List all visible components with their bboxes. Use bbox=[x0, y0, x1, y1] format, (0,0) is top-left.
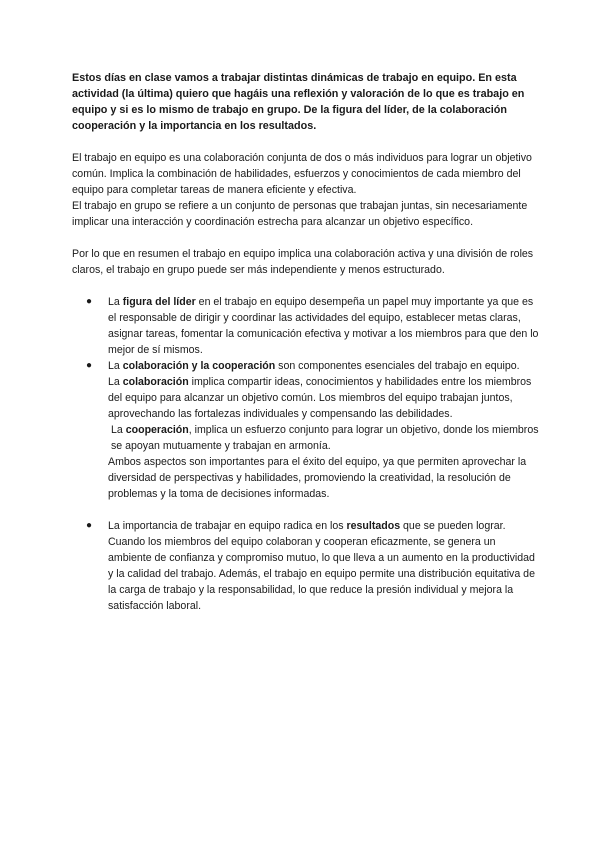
cooperation-detail bbox=[108, 422, 542, 454]
collab-intro-pre: La bbox=[108, 360, 123, 372]
summary-paragraph: Por lo que en resumen el trabajo en equipo implica una colaboración activa y una división de roles claros, el trabajo en grupo puede ser más independiente y menos estructurado. bbox=[72, 248, 534, 276]
results-text-pre: La importancia de trabajar en equipo radica en los bbox=[108, 520, 347, 532]
assignment-prompt: Estos días en clase vamos a trabajar distintas dinámicas de trabajo en equipo. En esta actividad (la última) quiero que hagáis una reflexión y valoración de lo que es trabajo en equipo y si es lo mismo de trabajo en grupo. De la figura del líder, de la colaboración cooperación y la importancia en los resultados. bbox=[72, 72, 525, 132]
results-bold: resultados bbox=[346, 520, 401, 532]
document-page bbox=[72, 70, 542, 614]
collab-detail-pre: La bbox=[108, 376, 123, 388]
collab-intro-post: son componentes esenciales del trabajo en equipo. bbox=[275, 360, 520, 372]
list-item-collaboration bbox=[72, 358, 542, 502]
list-item-leader bbox=[72, 294, 542, 358]
bullet-icon: ● bbox=[86, 520, 93, 531]
collab-intro-bold: colaboración y la cooperación bbox=[122, 360, 276, 372]
coop-detail-bold: cooperación bbox=[125, 424, 189, 436]
leader-text-pre: La bbox=[108, 296, 123, 308]
both-aspects-text: Ambos aspectos son importantes para el éxito del equipo, ya que permiten aprovechar la diversidad de perspectivas y habilidades, promoviendo la creatividad, la resolución de problemas y la toma de decisiones informadas. bbox=[108, 456, 527, 500]
collaboration-detail bbox=[108, 374, 542, 422]
collab-detail-bold: colaboración bbox=[122, 376, 189, 388]
bullet-list bbox=[72, 294, 542, 614]
bullet-icon: ● bbox=[86, 296, 93, 307]
list-item-results bbox=[72, 518, 542, 614]
list-spacer bbox=[72, 502, 542, 518]
collaboration-intro bbox=[108, 358, 542, 374]
leader-text-post: en el trabajo en equipo desempeña un papel muy importante ya que es el responsable de dirigir y coordinar las actividades del equipo, establecer metas claras, asignar tareas, fomentar la comunicación efectiva y motivar a los miembros para que den lo mejor de sí mismos. bbox=[108, 296, 539, 356]
results-text-post: que se pueden lograr. Cuando los miembros del equipo colaboran y cooperan eficazmente, se genera un ambiente de confianza y compromiso mutuo, lo que lleva a un aumento en la productividad y la calidad del trabajo. Además, el trabajo en equipo permite una distribución equitativa de la carga de trabajo y la responsabilidad, lo que reduce la presión individual y mejora la satisfacción laboral. bbox=[108, 520, 535, 612]
teamwork-definition: El trabajo en equipo es una colaboración conjunta de dos o más individuos para lograr un objetivo común. Implica la combinación de habilidades, esfuerzos y conocimientos de cada miembro del equipo para completar tareas de manera eficiente y efectiva. bbox=[72, 152, 532, 196]
leader-bold: figura del líder bbox=[122, 296, 196, 308]
collab-detail-post: implica compartir ideas, conocimientos y habilidades entre los miembros del equipo para alcanzar un objetivo común. Los miembros del equipo trabajan juntos, aprovechando las fortalezas individuales y compensando las debilidades. bbox=[108, 376, 532, 420]
bullet-icon: ● bbox=[86, 360, 93, 371]
coop-detail-post: , implica un esfuerzo conjunto para lograr un objetivo, donde los miembros se apoyan mutuamente y trabajan en armonía. bbox=[111, 424, 539, 452]
coop-detail-pre: La bbox=[111, 424, 126, 436]
groupwork-definition: El trabajo en grupo se refiere a un conjunto de personas que trabajan juntas, sin necesariamente implicar una interacción y coordinación estrecha para alcanzar un objetivo específico. bbox=[72, 200, 528, 228]
